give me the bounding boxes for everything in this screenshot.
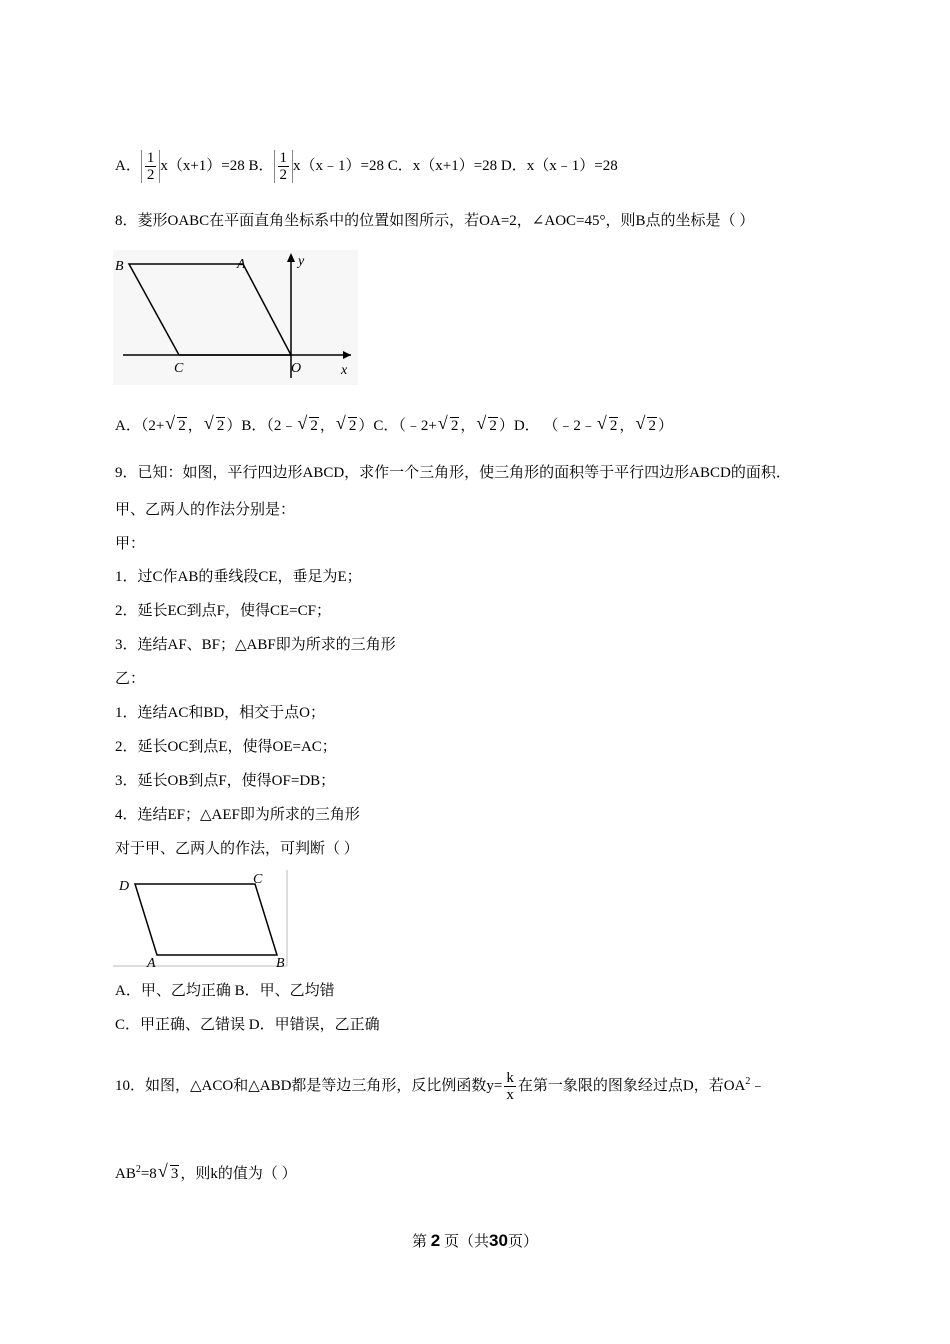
label-C: C: [174, 361, 184, 376]
sqrt: √ 2: [204, 416, 226, 436]
label-D: D: [119, 879, 130, 894]
q10-line-2: $AB^2=8√$ 3 ，则k的值为（ ）: [115, 1160, 297, 1184]
q9-line-7: 1．连结AC和BD，相交于点O；: [115, 705, 326, 721]
q9-line-3: 1．过C作AB的垂线段CE，垂足为E；: [115, 569, 362, 585]
sqrt: √ 2: [165, 416, 187, 436]
q8-rhombus-figure: [113, 250, 358, 385]
sqrt: √ 3: [158, 1164, 180, 1184]
q9-line-6: 乙：: [115, 671, 146, 687]
label-x: x: [341, 363, 348, 378]
q9-line-2: 甲：: [115, 536, 146, 552]
q9-line-4: 2．延长EC到点F，使得CE=CF；: [115, 603, 331, 619]
q9-line-5: 3．连结AF、BF；△ABF即为所求的三角形: [115, 637, 396, 653]
label-A: A: [147, 956, 156, 970]
label-B: B: [115, 259, 124, 274]
label-B: B: [276, 956, 285, 970]
q8-stem: 8．菱形OABC在平面直角坐标系中的位置如图所示，若OA=2，∠AOC=45°，则B点的坐标是（ ）: [115, 213, 755, 229]
q7-options: A． $\frac{1}{2}$ x（x+1）=28 B． $\frac{1}{2}$ x（x﹣1）=28 C．x（x+1）=28 D．x（x﹣1）=28: [115, 150, 618, 183]
q9-options-cd: C．甲正确、乙错误 D．甲错误，乙正确: [115, 1017, 380, 1033]
page-number: 2: [430, 1231, 441, 1250]
fraction: $\frac{1}{2}$: [274, 150, 294, 183]
sqrt: √ 2: [476, 416, 498, 436]
page-total: 30: [489, 1231, 508, 1250]
sqrt: √ 2: [438, 416, 460, 436]
q9-line-9: 3．延长OB到点F，使得OF=DB；: [115, 773, 336, 789]
q8-options: A．（2+√ 2 ，√ 2 ）B．（2﹣√ 2 ，√ 2 ）C．（﹣2+√ 2 ，√ 2 ）D． （﹣2﹣√ 2 ，√ 2 ）: [115, 416, 673, 436]
label-C: C: [253, 872, 263, 887]
sqrt: √ 2: [297, 416, 319, 436]
fraction: $\frac{k}{x}$: [506, 1070, 514, 1103]
label-y: y: [298, 254, 305, 269]
q9-line-8: 2．延长OC到点E，使得OE=AC；: [115, 739, 337, 755]
q9-options-ab: A．甲、乙均正确 B．甲、乙均错: [115, 983, 335, 999]
q9-parallelogram-figure: [113, 870, 289, 970]
sqrt: √ 2: [336, 416, 358, 436]
label-A: A: [237, 257, 246, 272]
q9-line-1: 甲、乙两人的作法分别是：: [115, 502, 296, 518]
sqrt: √ 2: [597, 416, 619, 436]
q9-line-11: 对于甲、乙两人的作法，可判断（ ）: [115, 841, 359, 857]
q10-stem: 10．如图，△ACO和△ABD都是等边三角形，反比例函数y= $\frac{k}{x}$ 在第一象限的图象经过点D，若$OA^2﹣$: [115, 1070, 766, 1103]
q9-line-10: 4．连结EF；△AEF即为所求的三角形: [115, 807, 360, 823]
sqrt: √ 2: [635, 416, 657, 436]
q9-stem: 9．已知：如图，平行四边形ABCD，求作一个三角形，使三角形的面积等于平行四边形ABCD的面积．: [115, 465, 791, 481]
page-footer: 第 2 页（共30页）: [412, 1231, 538, 1250]
fraction: $\frac{1}{2}$: [141, 150, 161, 183]
label-O: O: [291, 361, 302, 376]
